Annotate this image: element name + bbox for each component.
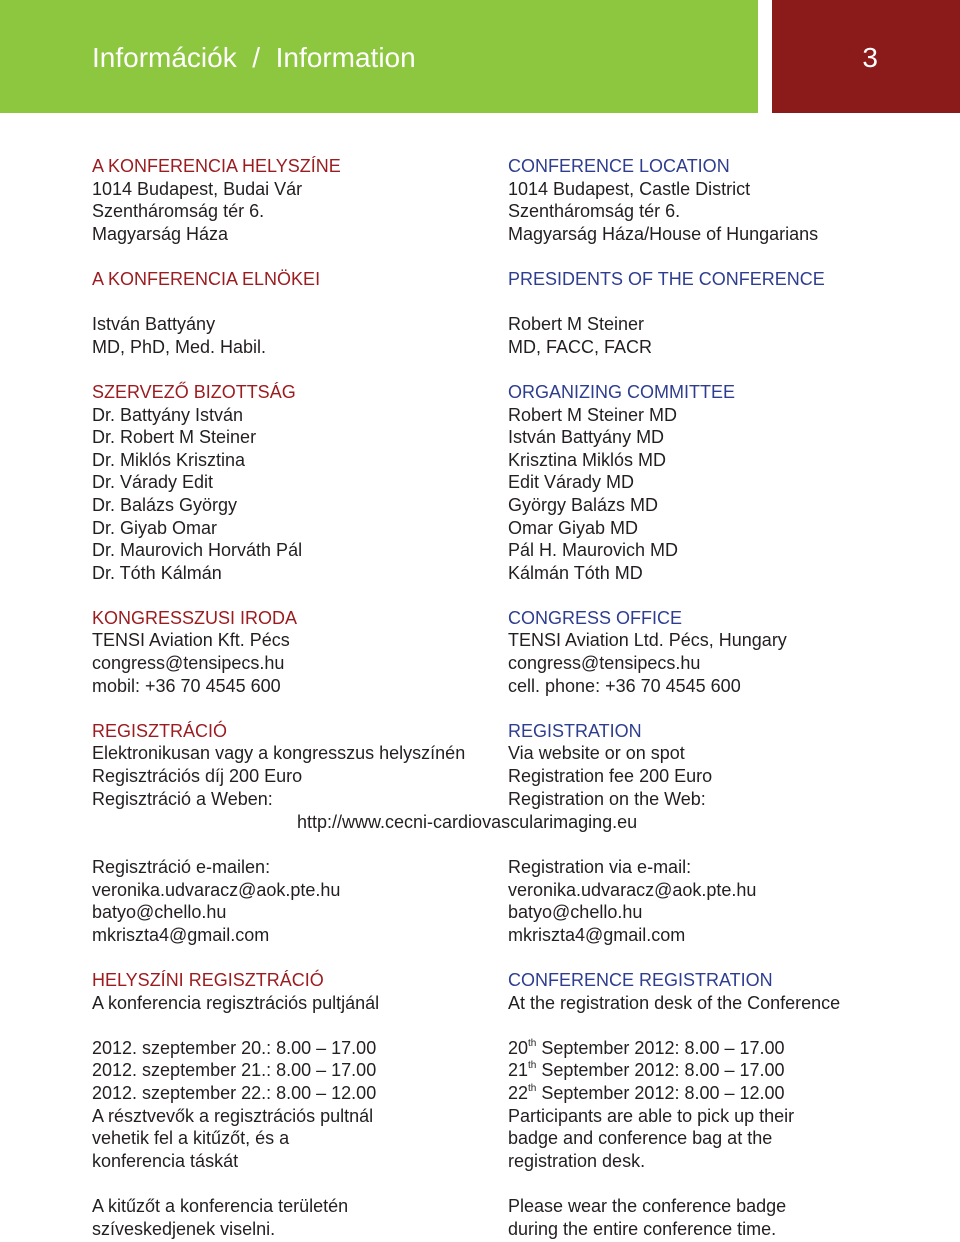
committee-member: Kálmán Tóth MD [508,562,643,583]
email-link[interactable]: batyo@chello.hu [508,902,643,923]
office-heading: CONGRESS OFFICE [508,607,683,628]
registration-url-link[interactable]: http://www.cecni-cardiovascularimaging.eu [297,812,638,832]
registration-heading: REGISZTRÁCIÓ [92,720,228,741]
badge-line: A kitűzőt a konferencia területén [92,1195,349,1216]
registration-line: Elektronikusan vagy a kongresszus helyszínén [92,743,466,764]
date-line [508,1082,948,1105]
pickup-line: badge and conference bag at the [508,1128,773,1149]
office-email[interactable]: congress@tensipecs.hu [92,653,285,674]
pickup-line: A résztvevők a regisztrációs pultnál [92,1105,374,1126]
pickup-line: registration desk. [508,1150,646,1171]
location-line: 1014 Budapest, Castle District [508,178,751,199]
badge-line: Please wear the conference badge [508,1195,787,1216]
email-link[interactable]: mkriszta4@gmail.com [92,924,270,945]
president-line: MD, PhD, Med. Habil. [92,336,267,357]
location-line: 1014 Budapest, Budai Vár [92,178,303,199]
committee-member: Dr. Tóth Kálmán [92,562,222,583]
date-suffix: th [528,1082,537,1094]
committee-member: Dr. Giyab Omar [92,517,218,538]
president-line: MD, FACC, FACR [508,336,653,357]
date-line: 2012. szeptember 20.: 8.00 – 17.00 [92,1037,377,1058]
email-link[interactable]: batyo@chello.hu [92,902,227,923]
committee-heading: SZERVEZŐ BIZOTTSÁG [92,381,296,402]
location-line: Szentháromság tér 6. [92,201,265,222]
onsite-line: A konferencia regisztrációs pultjánál [92,992,380,1013]
registration-heading: REGISTRATION [508,720,642,741]
committee-heading: ORGANIZING COMMITTEE [508,381,735,402]
location-heading: CONFERENCE LOCATION [508,156,730,176]
email-label: Registration via e-mail: [508,857,692,877]
committee-member: Robert M Steiner MD [508,404,678,425]
committee-member: István Battyány MD [508,427,665,448]
onsite-heading: HELYSZÍNI REGISZTRÁCIÓ [92,969,324,990]
office-line: TENSI Aviation Kft. Pécs [92,630,290,651]
date-suffix: th [528,1037,537,1049]
president-line: Robert M Steiner [508,314,645,335]
email-link[interactable]: veronika.udvaracz@aok.pte.hu [508,879,757,900]
committee-member: Dr. Battyány István [92,404,244,425]
presidents-heading: PRESIDENTS OF THE CONFERENCE [508,268,825,289]
date-rest: September 2012: 8.00 – 12.00 [536,1082,785,1103]
location-line: Szentháromság tér 6. [508,201,681,222]
date-line [508,1037,948,1060]
pickup-line: vehetik fel a kitűzőt, és a [92,1128,290,1149]
date-rest: September 2012: 8.00 – 17.00 [536,1037,785,1058]
committee-member: Dr. Várady Edit [92,472,214,493]
english-column [508,155,948,810]
badge-line: szíveskedjenek viselni. [92,1218,276,1239]
pickup-line: konferencia táskát [92,1150,239,1171]
email-label: Regisztráció e-mailen: [92,857,271,877]
office-phone: cell. phone: +36 70 4545 600 [508,675,741,696]
office-phone: mobil: +36 70 4545 600 [92,675,281,696]
date-day: 20 [508,1037,529,1058]
page-title: Információk / Information [92,42,416,73]
hungarian-column-lower [92,856,532,1240]
committee-member: Dr. Maurovich Horváth Pál [92,540,303,561]
registration-line: Via website or on spot [508,743,685,764]
office-line: TENSI Aviation Ltd. Pécs, Hungary [508,630,787,651]
page-number: 3 [862,42,878,73]
date-line: 2012. szeptember 21.: 8.00 – 17.00 [92,1060,377,1081]
hungarian-column [92,155,532,810]
committee-member: Dr. Robert M Steiner [92,427,257,448]
office-heading: KONGRESSZUSI IRODA [92,607,298,628]
date-day: 22 [508,1082,529,1103]
committee-member: Omar Giyab MD [508,517,639,538]
date-suffix: th [528,1060,537,1072]
onsite-line: At the registration desk of the Conference [508,992,841,1013]
office-email[interactable]: congress@tensipecs.hu [508,653,701,674]
email-link[interactable]: mkriszta4@gmail.com [508,924,686,945]
registration-line: Registration on the Web: [508,788,706,809]
date-rest: September 2012: 8.00 – 17.00 [536,1060,785,1081]
date-day: 21 [508,1060,529,1081]
pickup-line: Participants are able to pick up their [508,1105,795,1126]
committee-member: Krisztina Miklós MD [508,449,667,470]
registration-line: Regisztráció a Weben: [92,788,273,809]
email-link[interactable]: veronika.udvaracz@aok.pte.hu [92,879,341,900]
date-line: 2012. szeptember 22.: 8.00 – 12.00 [92,1082,377,1103]
committee-member: Edit Várady MD [508,472,635,493]
presidents-heading: A KONFERENCIA ELNÖKEI [92,268,321,289]
badge-line: during the entire conference time. [508,1218,777,1239]
english-column-lower [508,856,948,1240]
president-line: István Battyány [92,314,216,335]
location-line: Magyarság Háza/House of Hungarians [508,223,819,244]
committee-member: György Balázs MD [508,494,659,515]
registration-line: Regisztrációs díj 200 Euro [92,766,303,787]
registration-line: Registration fee 200 Euro [508,766,713,787]
date-line [508,1059,948,1082]
committee-member: Dr. Balázs György [92,494,238,515]
onsite-heading: CONFERENCE REGISTRATION [508,969,773,990]
location-line: Magyarság Háza [92,223,229,244]
committee-member: Pál H. Maurovich MD [508,540,679,561]
location-heading: A KONFERENCIA HELYSZÍNE [92,156,341,176]
committee-member: Dr. Miklós Krisztina [92,449,246,470]
